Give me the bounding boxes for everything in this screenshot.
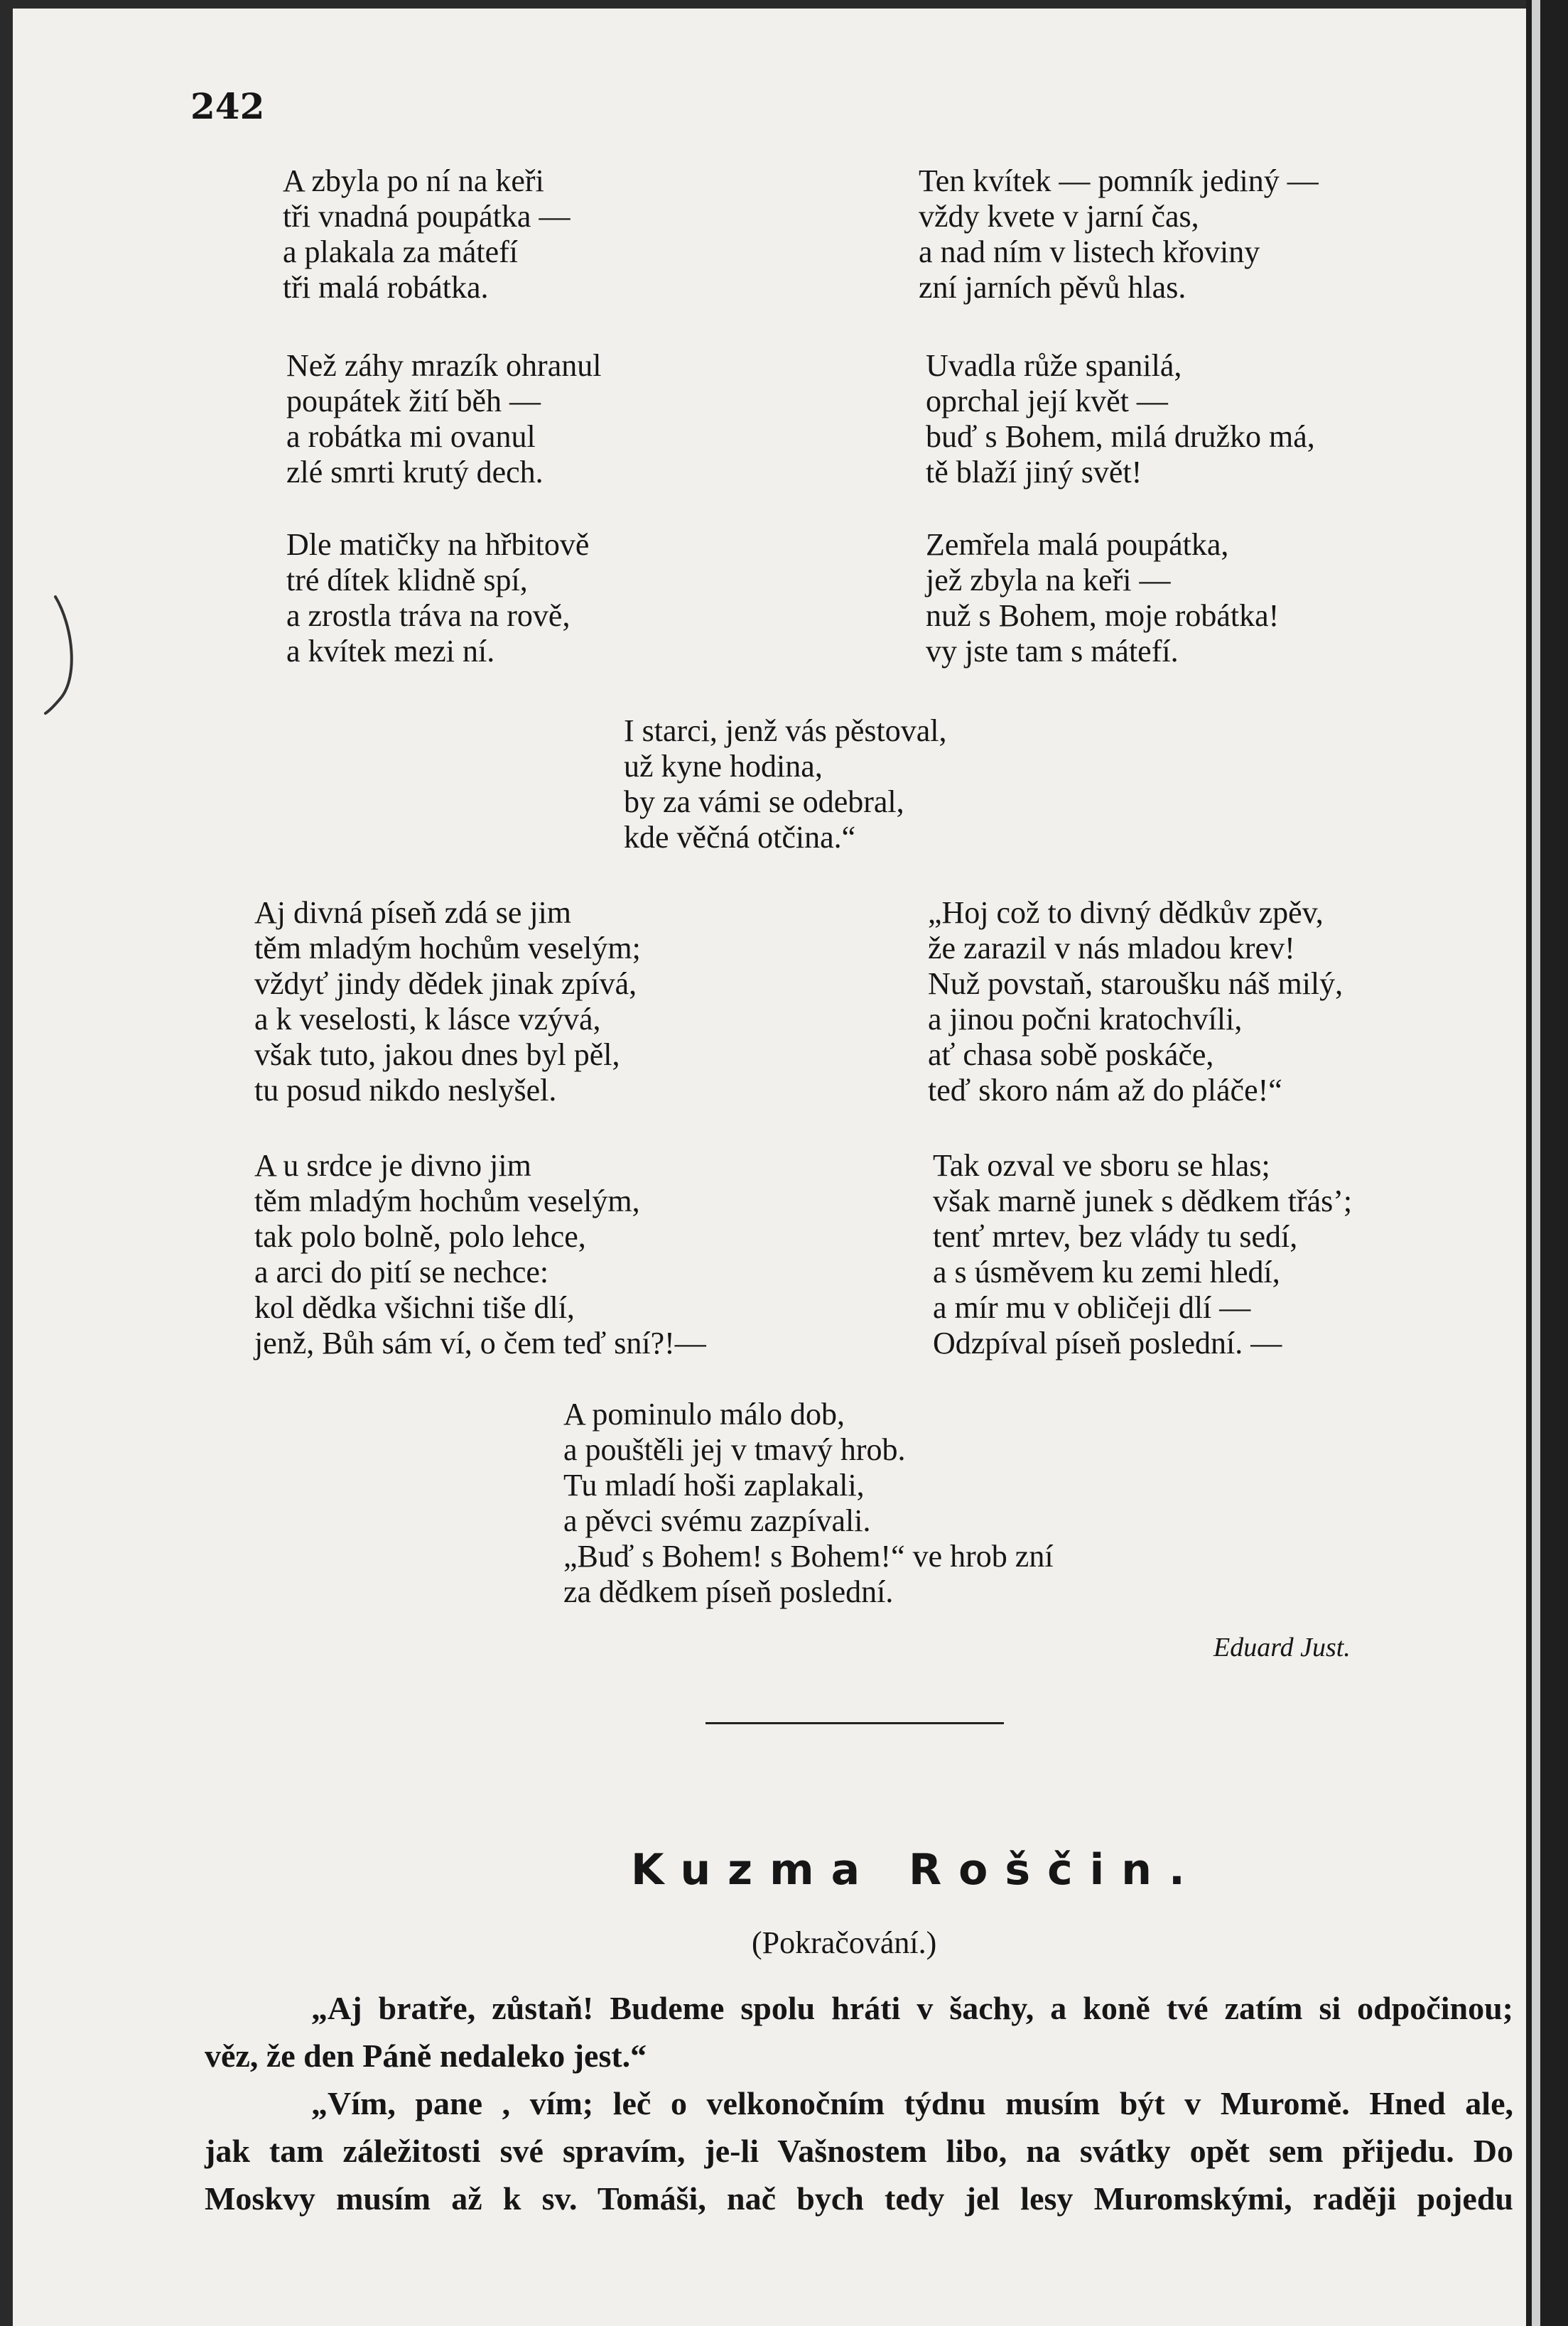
stanza-right-mid-1 bbox=[928, 895, 1343, 1108]
verse-line: a k veselosti, k lásce vzývá, bbox=[254, 1002, 601, 1037]
stanza-center-2 bbox=[563, 1397, 1054, 1610]
article-title: Kuzma Roščin. bbox=[631, 1845, 1202, 1895]
verse-line: a nad ním v listech křoviny bbox=[919, 234, 1260, 269]
verse-line: a robátka mi ovanul bbox=[286, 419, 536, 454]
stanza-left-top-2 bbox=[286, 348, 601, 490]
verse-line: a mír mu v obličeji dlí — bbox=[933, 1290, 1251, 1325]
verse-line: však marně junek s dědkem třás’; bbox=[933, 1184, 1353, 1218]
book-page bbox=[13, 9, 1526, 2326]
verse-line: poupátek žití běh — bbox=[286, 384, 541, 418]
verse-line: Aj divná píseň zdá se jim bbox=[254, 895, 572, 930]
verse-line: Ten kvítek — pomník jediný — bbox=[919, 163, 1319, 198]
verse-line: A zbyla po ní na keři bbox=[283, 163, 544, 198]
verse-line: jež zbyla na keři — bbox=[926, 563, 1171, 597]
page-number: 242 bbox=[190, 85, 265, 127]
stanza-right-top-1 bbox=[919, 163, 1319, 305]
stanza-left-mid-1 bbox=[254, 895, 641, 1108]
verse-line: a plakala za mátefí bbox=[283, 234, 519, 269]
verse-line: ať chasa sobě poskáče, bbox=[928, 1037, 1214, 1072]
verse-line: „Hoj což to divný dědkův zpěv, bbox=[928, 895, 1324, 930]
verse-line: Nuž povstaň, staroušku náš milý, bbox=[928, 966, 1343, 1001]
stanza-right-top-2 bbox=[926, 348, 1315, 490]
margin-pencil-mark bbox=[41, 591, 84, 733]
verse-line: a jinou počni kratochvíli, bbox=[928, 1002, 1243, 1037]
verse-line: za dědkem píseň poslední. bbox=[563, 1574, 894, 1609]
verse-line: že zarazil v nás mladou krev! bbox=[928, 931, 1295, 965]
verse-line: tři vnadná poupátka — bbox=[283, 199, 571, 234]
verse-line: tě blaží jiný svět! bbox=[926, 455, 1142, 489]
verse-line: „Buď s Bohem! s Bohem!“ ve hrob zní bbox=[563, 1539, 1054, 1574]
article-subtitle: (Pokračování.) bbox=[752, 1925, 937, 1960]
scan-edge-strip bbox=[1532, 0, 1540, 2326]
verse-line: I starci, jenž vás pěstoval, bbox=[624, 713, 947, 748]
verse-line: oprchal její květ — bbox=[926, 384, 1168, 418]
verse-line: už kyne hodina, bbox=[624, 749, 823, 784]
stanza-right-mid-2 bbox=[933, 1148, 1352, 1361]
verse-line: buď s Bohem, milá družko má, bbox=[926, 419, 1315, 454]
verse-line: Zemřela malá poupátka, bbox=[926, 527, 1229, 562]
verse-line: Uvadla růže spanilá, bbox=[926, 348, 1182, 383]
stanza-left-top-3 bbox=[286, 527, 589, 669]
verse-line: by za vámi se odebral, bbox=[624, 784, 904, 819]
verse-line: a s úsměvem ku zemi hledí, bbox=[933, 1255, 1280, 1289]
verse-line: A u srdce je divno jim bbox=[254, 1148, 531, 1183]
verse-line: Než záhy mrazík ohranul bbox=[286, 348, 602, 383]
verse-line: vy jste tam s mátefí. bbox=[926, 634, 1179, 669]
prose-line: věz, že den Páně nedaleko jest.“ bbox=[205, 2038, 647, 2074]
verse-line: Tu mladí hoši zaplakali, bbox=[563, 1468, 865, 1503]
stanza-center-1 bbox=[624, 713, 947, 855]
verse-line: však tuto, jakou dnes byl pěl, bbox=[254, 1037, 620, 1072]
stanza-left-top-1 bbox=[283, 163, 570, 305]
verse-line: tři malá robátka. bbox=[283, 270, 489, 305]
verse-line: kol dědka všichni tiše dlí, bbox=[254, 1290, 575, 1325]
poem-author: Eduard Just. bbox=[1213, 1633, 1351, 1662]
verse-line: a pěvci svému zazpívali. bbox=[563, 1503, 871, 1538]
verse-line: tak polo bolně, polo lehce, bbox=[254, 1219, 586, 1254]
stanza-right-top-3 bbox=[926, 527, 1279, 669]
verse-line: těm mladým hochům veselým; bbox=[254, 931, 641, 965]
verse-line: a pouštěli jej v tmavý hrob. bbox=[563, 1432, 906, 1467]
verse-line: a arci do pití se nechce: bbox=[254, 1255, 549, 1289]
verse-line: zní jarních pěvů hlas. bbox=[919, 270, 1186, 305]
verse-line: a zrostla tráva na rově, bbox=[286, 598, 571, 633]
verse-line: A pominulo málo dob, bbox=[563, 1397, 845, 1432]
verse-line: nuž s Bohem, moje robátka! bbox=[926, 598, 1280, 633]
stanza-left-mid-2 bbox=[254, 1148, 706, 1361]
verse-line: Dle matičky na hřbitově bbox=[286, 527, 590, 562]
verse-line: tenť mrtev, bez vlády tu sedí, bbox=[933, 1219, 1298, 1254]
verse-line: Odzpíval píseň poslední. — bbox=[933, 1326, 1282, 1361]
prose-line: Moskvy musím až k sv. Tomáši, nač bych tedy jel lesy Muromskými, raději pojedu bbox=[205, 2180, 1513, 2217]
verse-line: vždy kvete v jarní čas, bbox=[919, 199, 1199, 234]
prose-line: „Aj bratře, zůstaň! Budeme spolu hráti v šachy, a koně tvé zatím si odpočinou; bbox=[311, 1990, 1513, 2026]
verse-line: teď skoro nám až do pláče!“ bbox=[928, 1073, 1282, 1108]
verse-line: Tak ozval ve sboru se hlas; bbox=[933, 1148, 1270, 1183]
verse-line: tré dítek klidně spí, bbox=[286, 563, 528, 597]
verse-line: zlé smrti krutý dech. bbox=[286, 455, 544, 489]
verse-line: jenž, Bůh sám ví, o čem teď sní?!— bbox=[254, 1326, 706, 1361]
verse-line: vždyť jindy dědek jinak zpívá, bbox=[254, 966, 637, 1001]
verse-line: kde věčná otčina.“ bbox=[624, 820, 856, 855]
prose-line: „Vím, pane , vím; leč o velkonočním týdnu musím být v Muromě. Hned ale, bbox=[311, 2085, 1513, 2121]
prose-line: jak tam záležitosti své spravím, je-li Vašnostem libo, na svátky opět sem přijedu. Do bbox=[205, 2133, 1513, 2169]
verse-line: a kvítek mezi ní. bbox=[286, 634, 495, 669]
verse-line: tu posud nikdo neslyšel. bbox=[254, 1073, 557, 1108]
section-divider bbox=[705, 1722, 1004, 1724]
verse-line: těm mladým hochům veselým, bbox=[254, 1184, 640, 1218]
